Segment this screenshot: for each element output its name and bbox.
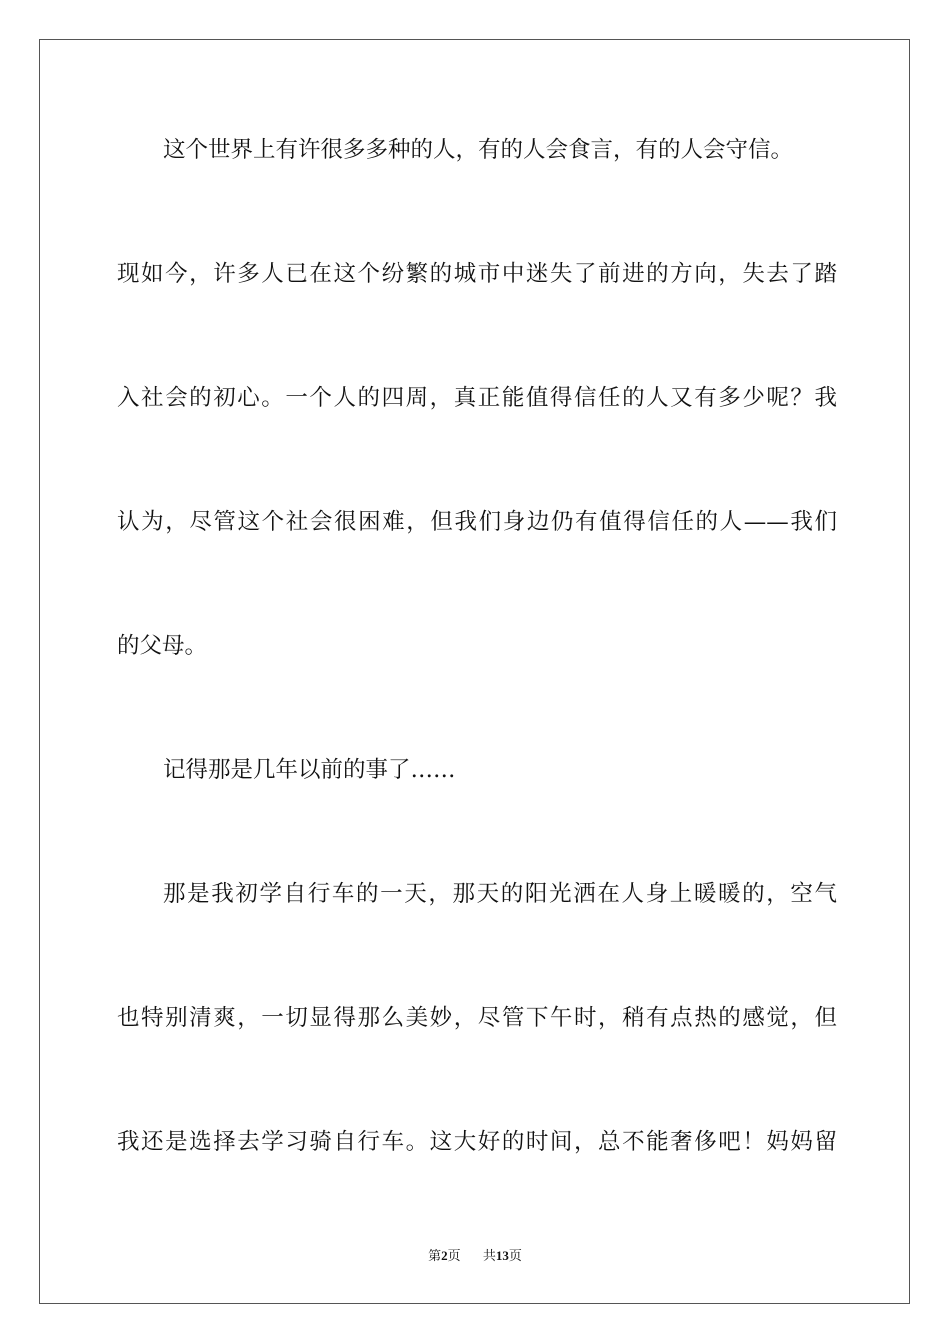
page-number: 2	[441, 1248, 448, 1263]
total-prefix: 共	[482, 1249, 496, 1264]
paragraph-line: 现如今，许多人已在这个纷繁的城市中迷失了前进的方向，失去了踏	[117, 261, 837, 287]
total-suffix: 页	[508, 1249, 522, 1264]
paragraph-line: 认为，尽管这个社会很困难，但我们身边仍有值得信任的人——我们	[117, 509, 837, 535]
page-suffix: 页	[447, 1249, 461, 1264]
total-pages: 13	[495, 1248, 509, 1263]
paragraph-line: 这个世界上有许很多多种的人，有的人会食言，有的人会守信。	[163, 137, 794, 163]
paragraph-line: 入社会的初心。一个人的四周，真正能值得信任的人又有多少呢？我	[117, 385, 837, 411]
paragraph-line: 也特别清爽，一切显得那么美妙，尽管下午时，稍有点热的感觉，但	[117, 1005, 837, 1031]
page-footer	[0, 1247, 950, 1266]
paragraph-line: 记得那是几年以前的事了……	[163, 757, 456, 783]
paragraph-line: 我还是选择去学习骑自行车。这大好的时间，总不能奢侈吧！妈妈留	[117, 1129, 837, 1155]
paragraph-line: 那是我初学自行车的一天，那天的阳光洒在人身上暖暖的，空气	[163, 881, 837, 907]
page-prefix: 第	[428, 1249, 442, 1264]
page-border	[39, 39, 910, 1304]
paragraph-line: 的父母。	[117, 633, 208, 659]
